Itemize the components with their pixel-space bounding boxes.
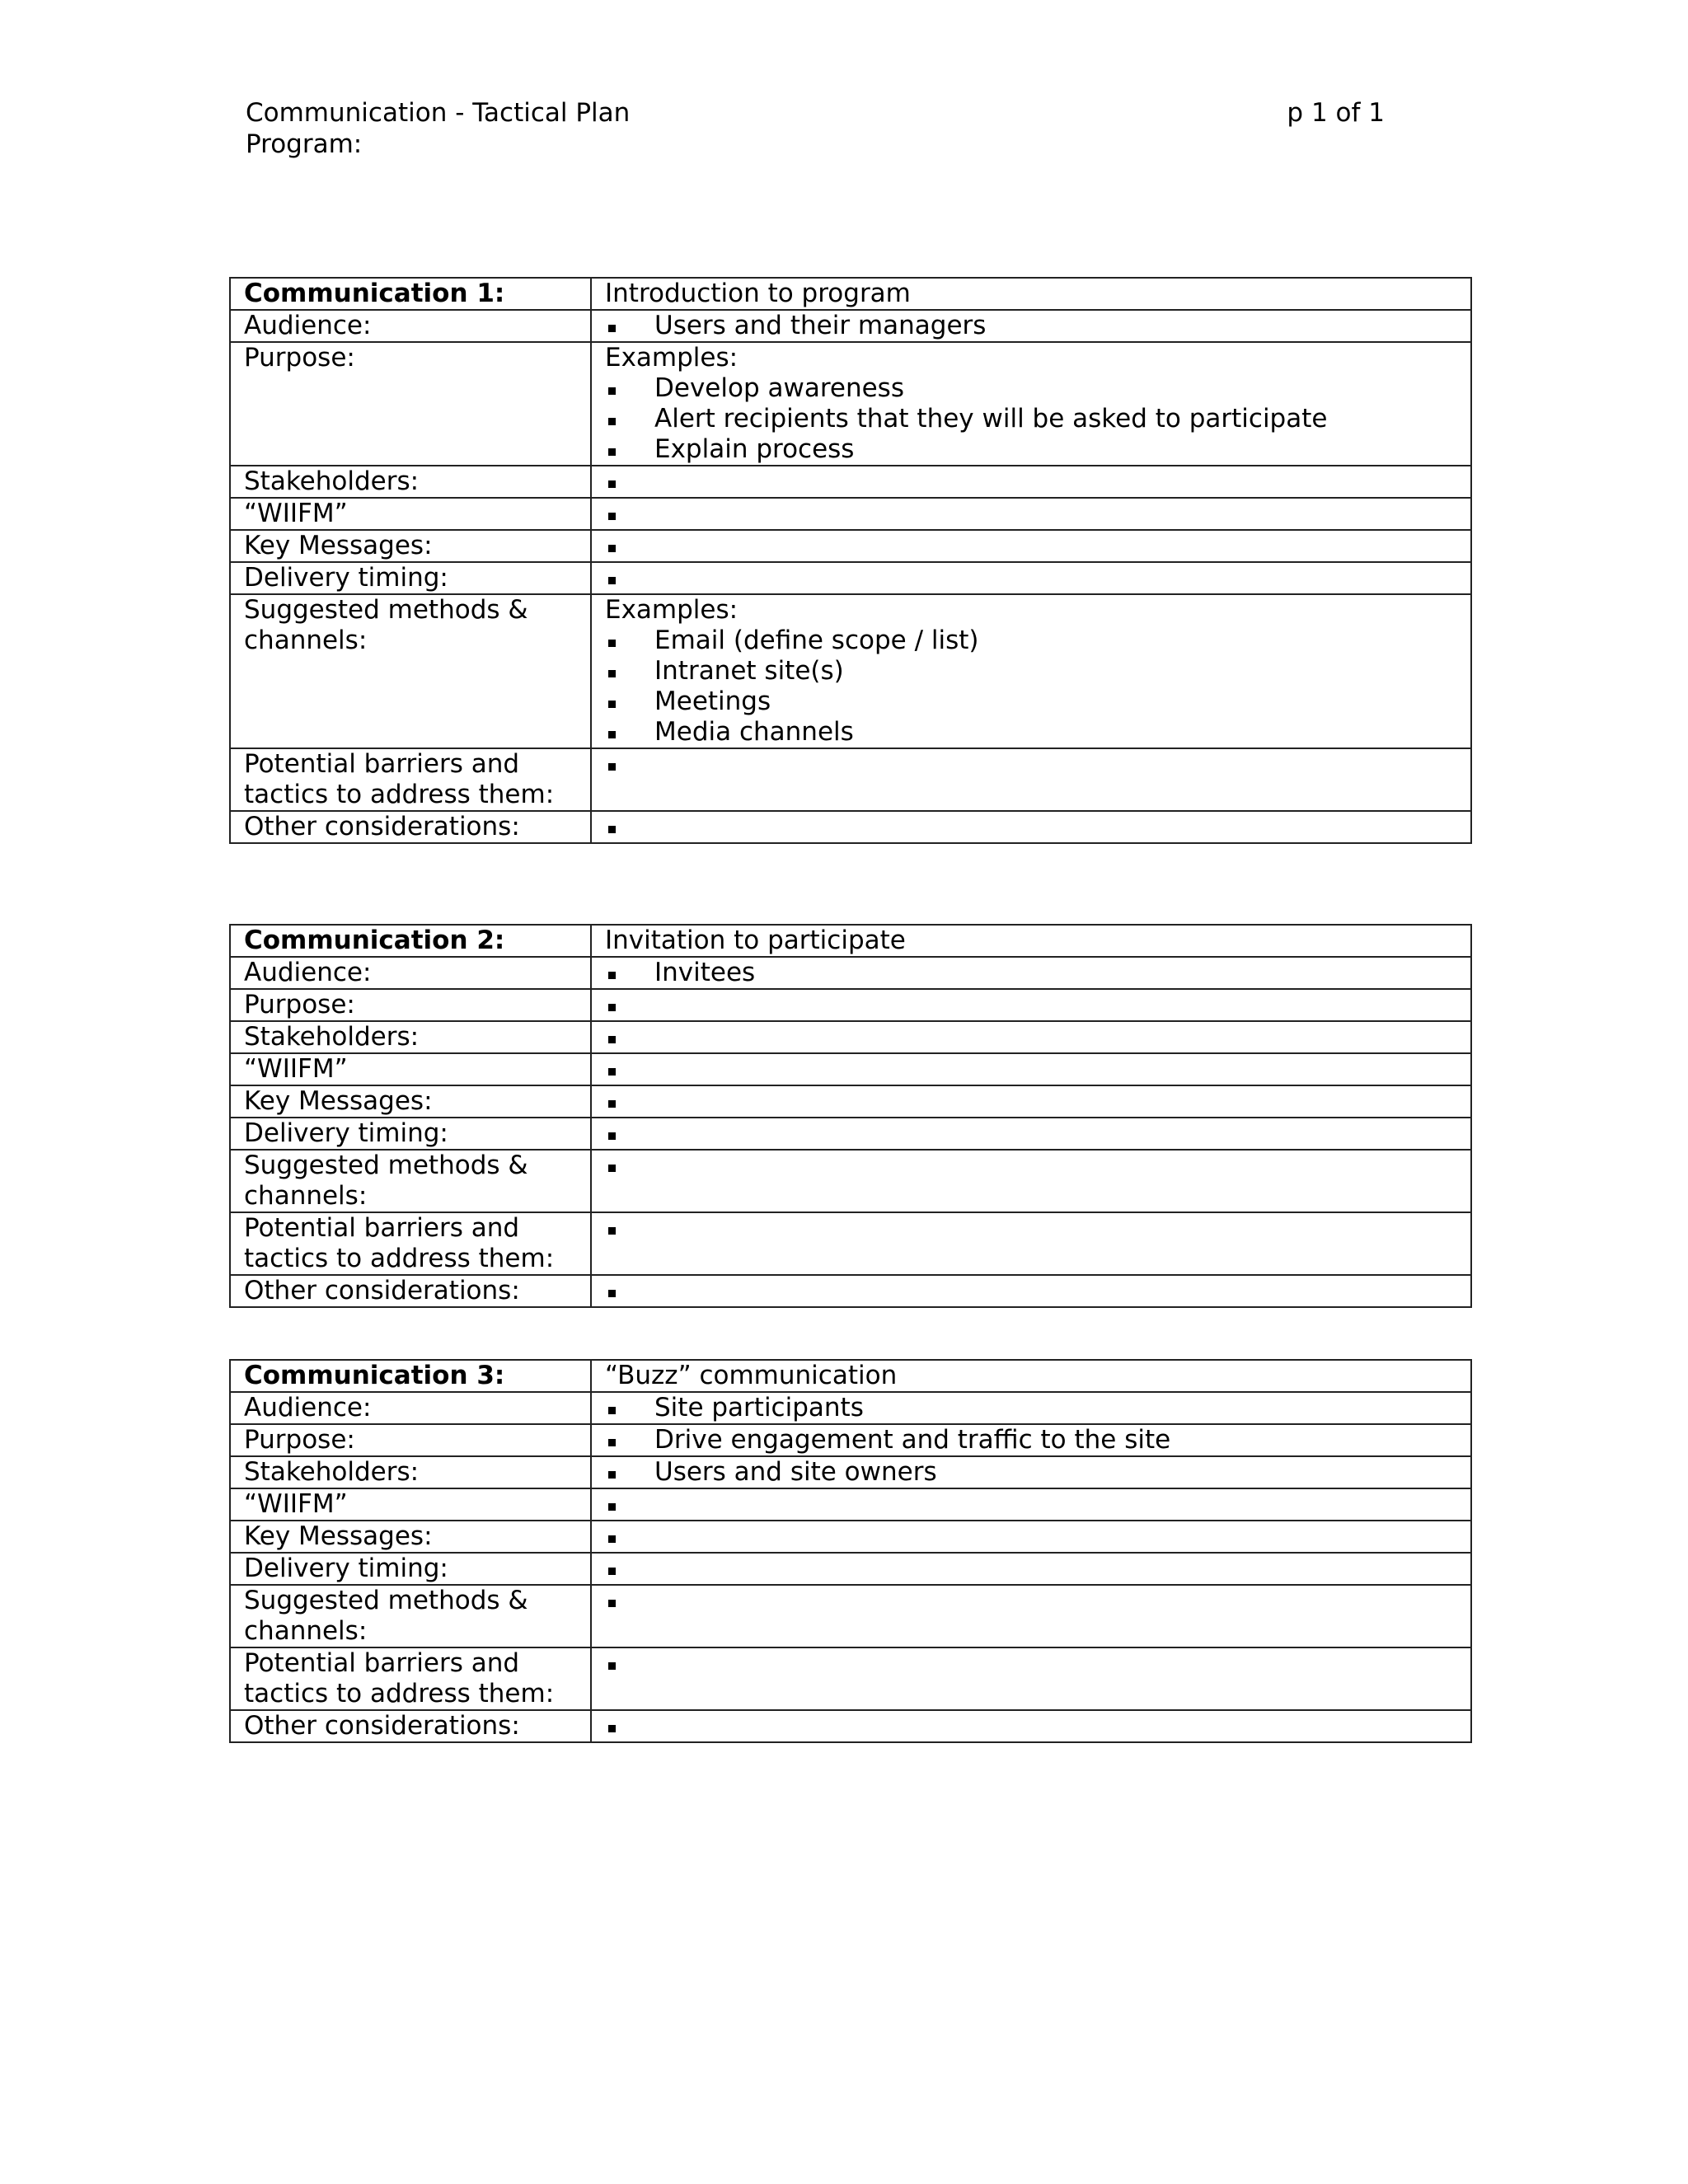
bullet-item: Drive engagement and traffic to the site (605, 1425, 1457, 1455)
row-label: Other considerations: (230, 811, 591, 843)
row-label: Purpose: (230, 989, 591, 1021)
bullet-list (605, 531, 1457, 561)
row-label: Stakeholders: (230, 466, 591, 498)
bullet-list (605, 1393, 1457, 1423)
table-row (230, 1118, 1471, 1150)
page-number: p 1 of 1 (1287, 98, 1385, 128)
table-row (230, 1275, 1471, 1307)
table-row (230, 1150, 1471, 1212)
bullet-list (605, 1711, 1457, 1741)
table-body (230, 1360, 1471, 1742)
document-title: Communication - Tactical Plan (246, 98, 631, 128)
bullet-item (605, 563, 1457, 593)
row-value (591, 957, 1471, 989)
bullet-item (605, 1711, 1457, 1741)
communication-topic: Introduction to program (591, 278, 1471, 310)
row-value (591, 1085, 1471, 1118)
table-row (230, 1085, 1471, 1118)
row-label: Potential barriers and tactics to address them: (230, 1212, 591, 1275)
row-label: Key Messages: (230, 1085, 591, 1118)
bullet-item: Site participants (605, 1393, 1457, 1423)
bullet-list (605, 499, 1457, 529)
row-value (591, 1488, 1471, 1521)
bullet-list (605, 1054, 1457, 1085)
communication-heading: Communication 1: (230, 278, 591, 310)
bullet-item (605, 1586, 1457, 1616)
communication-header-row (230, 278, 1471, 310)
table-row (230, 1392, 1471, 1424)
bullet-list (605, 373, 1457, 465)
bullet-item (605, 1554, 1457, 1584)
bullet-list (605, 812, 1457, 842)
bullet-item: Users and site owners (605, 1457, 1457, 1488)
bullet-list (605, 1118, 1457, 1149)
row-label: Suggested methods & channels: (230, 1585, 591, 1647)
bullet-list (605, 1213, 1457, 1244)
row-value (591, 1053, 1471, 1085)
row-label: Other considerations: (230, 1275, 591, 1307)
row-value (591, 342, 1471, 466)
bullet-item (605, 1213, 1457, 1244)
row-value (591, 1150, 1471, 1212)
bullet-list (605, 1586, 1457, 1616)
table-row (230, 1585, 1471, 1647)
row-intro: Examples: (605, 595, 738, 625)
row-value (591, 1212, 1471, 1275)
bullet-item (605, 812, 1457, 842)
bullet-list (605, 1425, 1457, 1455)
communication-topic: “Buzz” communication (591, 1360, 1471, 1392)
table-row (230, 1488, 1471, 1521)
row-label: Key Messages: (230, 1521, 591, 1553)
row-label: Potential barriers and tactics to address them: (230, 1647, 591, 1710)
bullet-item (605, 1276, 1457, 1306)
bullet-item (605, 1521, 1457, 1552)
communication-table-2 (229, 924, 1472, 1308)
bullet-list (605, 1521, 1457, 1552)
row-label: Audience: (230, 310, 591, 342)
communication-topic: Invitation to participate (591, 925, 1471, 957)
table-row (230, 1021, 1471, 1053)
row-label: Key Messages: (230, 530, 591, 562)
row-label: Stakeholders: (230, 1456, 591, 1488)
row-label: Stakeholders: (230, 1021, 591, 1053)
row-value (591, 530, 1471, 562)
bullet-list (605, 1648, 1457, 1679)
row-label: Other considerations: (230, 1710, 591, 1742)
row-value (591, 1521, 1471, 1553)
bullet-item: Alert recipients that they will be asked to participate (605, 404, 1457, 434)
bullet-item: Meetings (605, 687, 1457, 717)
row-label: Potential barriers and tactics to address them: (230, 748, 591, 811)
bullet-item (605, 499, 1457, 529)
table-row (230, 342, 1471, 466)
bullet-item: Intranet site(s) (605, 656, 1457, 687)
table-row (230, 1647, 1471, 1710)
table-row (230, 1424, 1471, 1456)
bullet-item (605, 1022, 1457, 1052)
communication-heading: Communication 3: (230, 1360, 591, 1392)
table-row (230, 1456, 1471, 1488)
table-row (230, 562, 1471, 594)
bullet-item (605, 1489, 1457, 1520)
table-row (230, 498, 1471, 530)
bullet-list (605, 563, 1457, 593)
table-row (230, 594, 1471, 748)
row-label: “WIIFM” (230, 498, 591, 530)
bullet-list (605, 1554, 1457, 1584)
row-label: Audience: (230, 957, 591, 989)
bullet-list (605, 1151, 1457, 1181)
bullet-item: Explain process (605, 434, 1457, 465)
row-label: “WIIFM” (230, 1488, 591, 1521)
row-label: Delivery timing: (230, 1118, 591, 1150)
row-label: Purpose: (230, 342, 591, 466)
row-value (591, 1021, 1471, 1053)
communication-header-row (230, 925, 1471, 957)
table-row (230, 1053, 1471, 1085)
bullet-item: Users and their managers (605, 311, 1457, 341)
row-value (591, 1585, 1471, 1647)
bullet-item (605, 990, 1457, 1020)
bullet-item (605, 1054, 1457, 1085)
communication-table-1 (229, 277, 1472, 844)
row-value (591, 1553, 1471, 1585)
bullet-item: Develop awareness (605, 373, 1457, 404)
bullet-list (605, 749, 1457, 780)
row-label: Suggested methods & channels: (230, 594, 591, 748)
row-label: Purpose: (230, 1424, 591, 1456)
row-value (591, 562, 1471, 594)
communication-header-row (230, 1360, 1471, 1392)
table-row (230, 1521, 1471, 1553)
row-value (591, 498, 1471, 530)
page-header (246, 97, 1385, 160)
row-value (591, 466, 1471, 498)
bullet-item (605, 1648, 1457, 1679)
bullet-list (605, 1086, 1457, 1117)
bullet-list (605, 1457, 1457, 1488)
row-value (591, 310, 1471, 342)
table-row (230, 748, 1471, 811)
row-label: Delivery timing: (230, 562, 591, 594)
bullet-item (605, 531, 1457, 561)
communication-table-3 (229, 1359, 1472, 1743)
table-row (230, 466, 1471, 498)
bullet-item (605, 466, 1457, 497)
table-row (230, 1212, 1471, 1275)
bullet-item: Media channels (605, 717, 1457, 748)
bullet-item (605, 1118, 1457, 1149)
row-intro: Examples: (605, 343, 738, 373)
row-value (591, 1275, 1471, 1307)
row-value (591, 1118, 1471, 1150)
table-row (230, 310, 1471, 342)
row-value (591, 1710, 1471, 1742)
table-body (230, 925, 1471, 1307)
row-value (591, 1456, 1471, 1488)
bullet-list (605, 990, 1457, 1020)
row-value (591, 811, 1471, 843)
table-row (230, 1710, 1471, 1742)
table-row (230, 957, 1471, 989)
header-row (246, 97, 1385, 129)
row-value (591, 594, 1471, 748)
bullet-list (605, 1276, 1457, 1306)
row-value (591, 1424, 1471, 1456)
bullet-item (605, 1086, 1457, 1117)
row-value (591, 1392, 1471, 1424)
bullet-item (605, 1151, 1457, 1181)
table-row (230, 989, 1471, 1021)
bullet-list (605, 626, 1457, 748)
table-row (230, 1553, 1471, 1585)
bullet-list (605, 311, 1457, 341)
bullet-list (605, 1022, 1457, 1052)
row-value (591, 748, 1471, 811)
bullet-list (605, 466, 1457, 497)
row-value (591, 1647, 1471, 1710)
table-row (230, 811, 1471, 843)
row-label: Suggested methods & channels: (230, 1150, 591, 1212)
bullet-item: Email (define scope / list) (605, 626, 1457, 656)
row-label: Delivery timing: (230, 1553, 591, 1585)
row-value (591, 989, 1471, 1021)
bullet-item: Invitees (605, 958, 1457, 988)
table-row (230, 530, 1471, 562)
table-body (230, 278, 1471, 843)
program-label: Program: (246, 129, 363, 159)
row-label: Audience: (230, 1392, 591, 1424)
row-label: “WIIFM” (230, 1053, 591, 1085)
bullet-item (605, 749, 1457, 780)
bullet-list (605, 958, 1457, 988)
bullet-list (605, 1489, 1457, 1520)
communication-heading: Communication 2: (230, 925, 591, 957)
